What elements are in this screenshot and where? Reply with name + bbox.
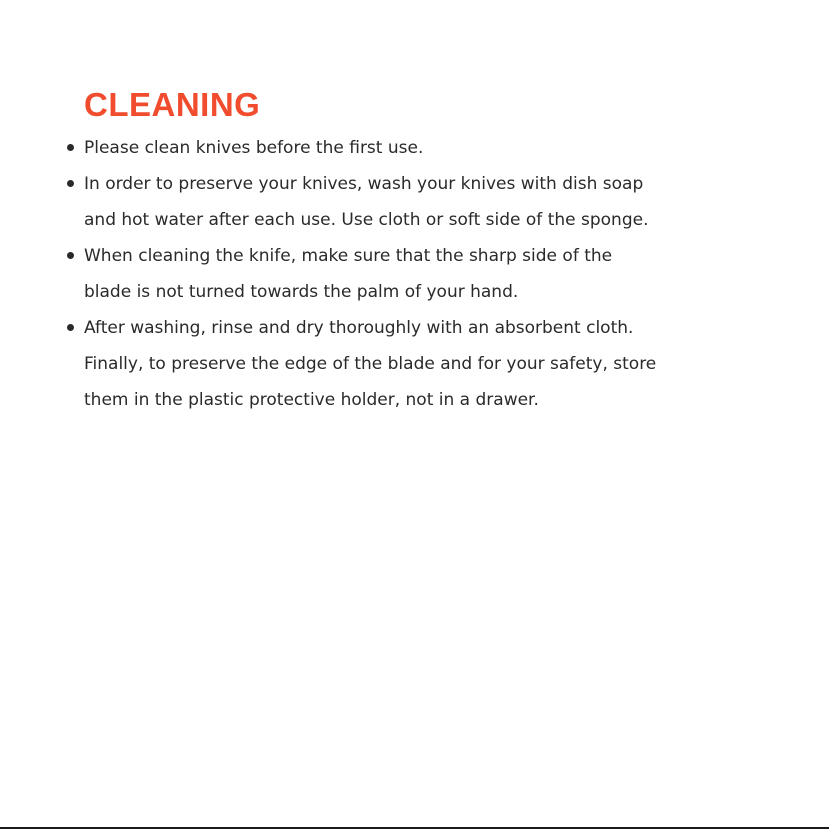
item-text-line: and hot water after each use. Use cloth or soft side of the sponge. [84, 210, 649, 230]
bullet-icon [67, 324, 74, 331]
item-text-line: Please clean knives before the first use. [84, 138, 424, 158]
item-text-line: them in the plastic protective holder, not in a drawer. [84, 390, 539, 410]
list-item [0, 166, 744, 238]
bullet-icon [67, 180, 74, 187]
item-text-line: Finally, to preserve the edge of the blade and for your safety, store [84, 354, 657, 374]
list-item [0, 238, 744, 310]
item-text-line: After washing, rinse and dry thoroughly with an absorbent cloth. [84, 318, 634, 338]
cleaning-instructions-list [0, 130, 829, 418]
section-heading: CLEANING [84, 86, 261, 123]
bullet-icon [67, 144, 74, 151]
item-text-line: blade is not turned towards the palm of your hand. [84, 282, 519, 302]
list-item [0, 310, 744, 418]
bullet-icon [67, 252, 74, 259]
list-item [0, 130, 744, 166]
item-text-line: In order to preserve your knives, wash your knives with dish soap [84, 174, 644, 194]
item-text-line: When cleaning the knife, make sure that the sharp side of the [84, 246, 613, 266]
